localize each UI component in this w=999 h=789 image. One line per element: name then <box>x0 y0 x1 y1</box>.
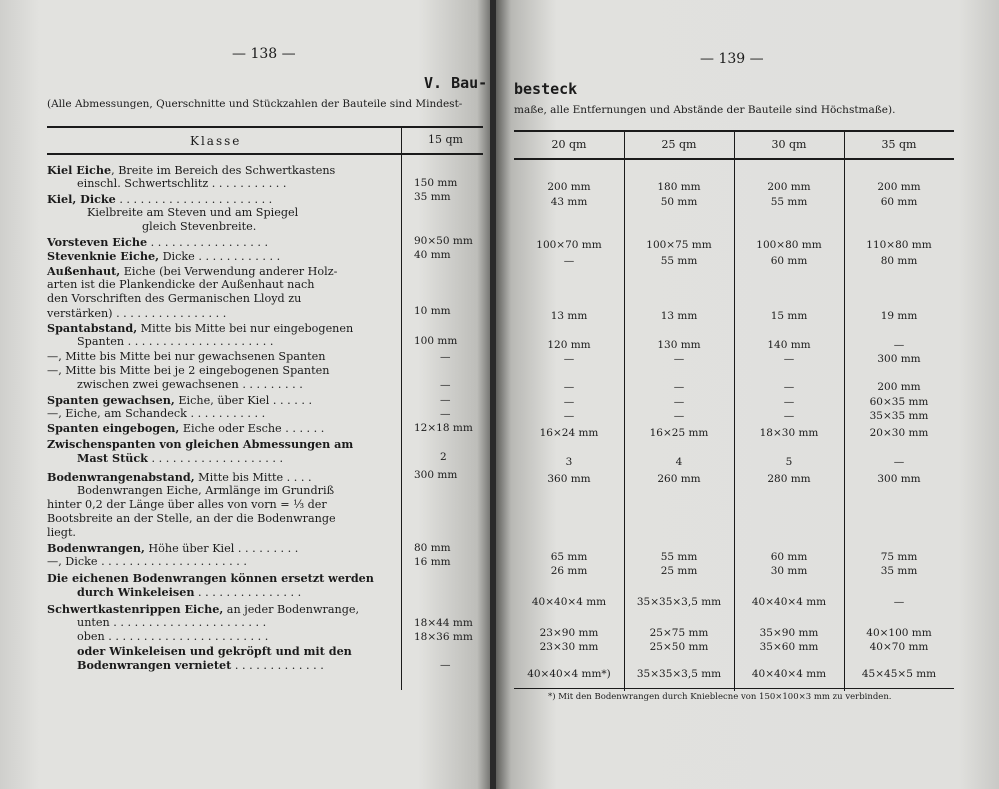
value-15qm: — <box>440 659 451 671</box>
description-row <box>77 585 301 600</box>
value-15qm: 18×44 mm <box>414 617 473 629</box>
table-cell: 4 <box>675 456 683 468</box>
table-cell: 55 mm <box>660 255 698 267</box>
table-cell: — <box>783 396 795 408</box>
row-heading: Die eichenen Bodenwrangen können ersetzt werden <box>47 571 374 585</box>
value-15qm: — <box>440 408 451 420</box>
table-cell: 110×80 mm <box>866 239 932 251</box>
row-text: Eiche (bei Verwendung anderer Holz- <box>120 265 338 278</box>
row-text: einschl. Schwertschlitz . . . . . . . . . . . <box>77 177 287 190</box>
table-cell: 3 <box>565 456 573 468</box>
value-15qm: — <box>440 351 451 363</box>
row-text: den Vorschriften des Germanischen Lloyd zu <box>47 292 302 305</box>
table-cell: — <box>673 396 685 408</box>
column-divider-left <box>401 127 402 690</box>
row-text: arten ist die Plankendicke der Außenhaut nach <box>47 278 315 291</box>
column-header: 20 qm <box>551 138 587 151</box>
table-cell: 200 mm <box>547 181 591 193</box>
row-text: Spanten . . . . . . . . . . . . . . . . . . . . . <box>77 335 274 348</box>
table-cell: — <box>673 353 685 365</box>
row-text: —, Mitte bis Mitte bei je 2 eingebogenen Spanten <box>47 364 330 377</box>
row-heading: Bodenwrangen, <box>47 541 145 555</box>
description-row <box>47 321 353 336</box>
row-heading: Kiel Eiche <box>47 163 112 177</box>
value-15qm: 150 mm <box>414 177 458 189</box>
table-cell: 40×40×4 mm <box>751 668 827 680</box>
table-cell: 20×30 mm <box>869 427 929 439</box>
table-cell: 300 mm <box>877 473 921 485</box>
row-heading: Bodenwrangenabstand, <box>47 470 195 484</box>
description-row <box>142 220 256 234</box>
column-header-15qm: 15 qm <box>428 133 463 146</box>
table-cell: 35×35×3,5 mm <box>636 668 722 680</box>
row-text: Eiche oder Esche . . . . . . <box>179 422 325 435</box>
page-number-right: — 139 — <box>700 51 764 67</box>
table-cell: 65 mm <box>550 551 588 563</box>
row-heading: oder Winkeleisen und gekröpft und mit den <box>77 644 352 658</box>
table-cell: 40×40×4 mm <box>531 596 607 608</box>
description-row <box>47 421 324 436</box>
column-header-class: Klasse <box>190 134 242 148</box>
description-row <box>47 602 359 617</box>
row-heading: Bodenwrangen vernietet <box>77 658 232 672</box>
description-row <box>47 437 353 452</box>
table-cell: 26 mm <box>550 565 588 577</box>
table-cell: 200 mm <box>877 381 921 393</box>
row-heading: Vorsteven Eiche <box>47 235 148 249</box>
table-cell: — <box>893 456 905 468</box>
value-15qm: 16 mm <box>414 556 451 568</box>
table-cell: 100×70 mm <box>536 239 602 251</box>
table-cell: 23×30 mm <box>539 641 599 653</box>
table-cell: 40×70 mm <box>869 641 929 653</box>
column-divider-3 <box>844 131 845 691</box>
row-text: . . . . . . . . . . . . . . . . . . . <box>147 452 284 465</box>
row-text: Mitte bis Mitte . . . . <box>194 471 312 484</box>
description-row <box>47 235 268 250</box>
table-cell: 55 mm <box>770 196 808 208</box>
row-text: Eiche, über Kiel . . . . . . <box>174 394 313 407</box>
right-page <box>496 0 999 789</box>
description-row <box>47 571 374 586</box>
row-text: . . . . . . . . . . . . . <box>231 659 324 672</box>
description-row <box>47 498 327 512</box>
description-row <box>77 644 352 659</box>
table-cell: 30 mm <box>770 565 808 577</box>
table-cell: 60 mm <box>880 196 918 208</box>
value-15qm: 100 mm <box>414 335 458 347</box>
table-cell: 300 mm <box>877 353 921 365</box>
column-divider-2 <box>734 131 735 691</box>
row-heading: Mast Stück <box>77 451 148 465</box>
table-cell: 16×24 mm <box>539 427 599 439</box>
table-cell: 35×60 mm <box>759 641 819 653</box>
table-cell: 45×45×5 mm <box>861 668 937 680</box>
description-row <box>47 541 298 556</box>
table-cell: 60 mm <box>770 551 808 563</box>
table-cell: — <box>563 410 575 422</box>
footnote: *) Mit den Bodenwrangen durch Knieblecne von 150×100×3 mm zu verbinden. <box>548 692 892 702</box>
table-cell: 75 mm <box>880 551 918 563</box>
row-text: , Breite im Bereich des Schwertkastens <box>111 164 336 177</box>
table-cell: 35 mm <box>880 565 918 577</box>
row-text: an jeder Bodenwrange, <box>223 603 360 616</box>
description-row <box>47 526 76 540</box>
description-row <box>47 163 335 178</box>
table-cell: 18×30 mm <box>759 427 819 439</box>
value-15qm: — <box>440 379 451 391</box>
table-cell: 35×35×3,5 mm <box>636 596 722 608</box>
table-cell: 130 mm <box>657 339 701 351</box>
row-text: . . . . . . . . . . . . . . . . . . . . . . <box>115 193 273 206</box>
row-heading: Stevenknie Eiche, <box>47 249 160 263</box>
table-cell: 19 mm <box>880 310 918 322</box>
table-header-rule-left <box>47 153 483 155</box>
row-text: zwischen zwei gewachsenen . . . . . . . . . <box>77 378 303 391</box>
description-row <box>47 512 336 526</box>
row-heading: Spantabstand, <box>47 321 138 335</box>
table-cell: — <box>673 410 685 422</box>
column-header: 25 qm <box>661 138 697 151</box>
table-cell: 16×25 mm <box>649 427 709 439</box>
row-text: Bootsbreite an der Stelle, an der die Bodenwrange <box>47 512 336 525</box>
description-row <box>47 264 337 279</box>
row-text: hinter 0,2 der Länge über alles von vorn = ⅓ der <box>47 498 327 511</box>
page-number-left: — 138 — <box>232 46 296 62</box>
description-row <box>47 292 301 306</box>
table-cell: — <box>673 381 685 393</box>
table-cell: 25×75 mm <box>649 627 709 639</box>
value-15qm: 80 mm <box>414 542 451 554</box>
value-15qm: 12×18 mm <box>414 422 473 434</box>
table-cell: 50 mm <box>660 196 698 208</box>
row-heading: Kiel, Dicke <box>47 192 116 206</box>
table-cell: 140 mm <box>767 339 811 351</box>
value-15qm: — <box>440 394 451 406</box>
value-15qm: 18×36 mm <box>414 631 473 643</box>
table-bottom-rule-right <box>514 688 954 689</box>
row-text: oben . . . . . . . . . . . . . . . . . . . . . . . <box>77 630 269 643</box>
description-row <box>47 249 280 264</box>
table-cell: — <box>563 353 575 365</box>
row-text: Bodenwrangen Eiche, Armlänge im Grundriß <box>77 484 335 497</box>
table-cell: 60×35 mm <box>869 396 929 408</box>
row-text: liegt. <box>47 526 76 539</box>
value-15qm: 35 mm <box>414 191 451 203</box>
table-cell: 25×50 mm <box>649 641 709 653</box>
value-15qm: 90×50 mm <box>414 235 473 247</box>
row-text: Höhe über Kiel . . . . . . . . . <box>144 542 299 555</box>
description-row <box>47 350 325 364</box>
column-header: 35 qm <box>881 138 917 151</box>
row-heading: Spanten eingebogen, <box>47 421 180 435</box>
table-cell: 80 mm <box>880 255 918 267</box>
row-text: . . . . . . . . . . . . . . . . . <box>147 236 269 249</box>
table-cell: 40×40×4 mm*) <box>527 668 611 680</box>
section-title-right: besteck <box>514 80 578 98</box>
table-top-rule-left <box>47 126 483 128</box>
description-row <box>47 555 247 569</box>
table-cell: 280 mm <box>767 473 811 485</box>
table-cell: 5 <box>785 456 793 468</box>
table-cell: — <box>893 596 905 608</box>
table-cell: 360 mm <box>547 473 591 485</box>
row-text: verstärken) . . . . . . . . . . . . . . . . <box>47 307 227 320</box>
left-page <box>0 0 492 789</box>
table-cell: 35×90 mm <box>759 627 819 639</box>
row-text: Mitte bis Mitte bei nur eingebogenen <box>137 322 354 335</box>
row-heading: Außenhaut, <box>47 264 121 278</box>
subtitle-right: maße, alle Entfernungen und Abstände der Bauteile sind Höchstmaße). <box>514 104 896 116</box>
table-cell: 15 mm <box>770 310 808 322</box>
description-row <box>77 177 286 191</box>
table-cell: — <box>783 353 795 365</box>
table-cell: 100×80 mm <box>756 239 822 251</box>
description-row <box>77 630 268 644</box>
table-cell: 40×40×4 mm <box>751 596 827 608</box>
description-row <box>77 484 334 498</box>
row-heading: Schwertkastenrippen Eiche, <box>47 602 224 616</box>
section-title-left: V. Bau- <box>424 74 488 92</box>
description-row <box>77 451 283 466</box>
table-cell: 13 mm <box>550 310 588 322</box>
table-cell: 35×35 mm <box>869 410 929 422</box>
description-row <box>87 206 298 220</box>
description-row <box>47 364 329 378</box>
table-cell: 40×100 mm <box>866 627 932 639</box>
table-cell: 13 mm <box>660 310 698 322</box>
table-cell: — <box>563 381 575 393</box>
column-header: 30 qm <box>771 138 807 151</box>
description-row <box>77 658 324 673</box>
row-text: Kielbreite am Steven und am Spiegel <box>87 206 299 219</box>
table-cell: 43 mm <box>550 196 588 208</box>
table-cell: — <box>563 255 575 267</box>
table-cell: — <box>893 339 905 351</box>
table-cell: 100×75 mm <box>646 239 712 251</box>
value-15qm: 2 <box>440 451 447 463</box>
table-cell: — <box>563 396 575 408</box>
table-cell: — <box>783 410 795 422</box>
value-15qm: 10 mm <box>414 305 451 317</box>
description-row <box>47 192 272 207</box>
value-15qm: 40 mm <box>414 249 451 261</box>
description-row <box>47 278 314 292</box>
description-row <box>77 616 266 630</box>
row-heading: durch Winkeleisen <box>77 585 195 599</box>
table-cell: 55 mm <box>660 551 698 563</box>
description-row <box>77 378 303 392</box>
table-cell: 260 mm <box>657 473 701 485</box>
description-row <box>47 393 312 408</box>
row-text: unten . . . . . . . . . . . . . . . . . . . . . . <box>77 616 267 629</box>
table-cell: 180 mm <box>657 181 701 193</box>
table-cell: 60 mm <box>770 255 808 267</box>
description-row <box>47 470 312 485</box>
description-row <box>47 407 265 421</box>
row-text: —, Dicke . . . . . . . . . . . . . . . . . . . . . <box>47 555 247 568</box>
subtitle-left: (Alle Abmessungen, Querschnitte und Stückzahlen der Bauteile sind Mindest- <box>47 98 463 110</box>
table-cell: 23×90 mm <box>539 627 599 639</box>
description-row <box>77 335 273 349</box>
row-heading: Zwischenspanten von gleichen Abmessungen am <box>47 437 354 451</box>
table-cell: 200 mm <box>767 181 811 193</box>
value-15qm: 300 mm <box>414 469 458 481</box>
row-text: . . . . . . . . . . . . . . . <box>194 586 302 599</box>
row-text: —, Eiche, am Schandeck . . . . . . . . . . . <box>47 407 266 420</box>
row-heading: Spanten gewachsen, <box>47 393 175 407</box>
description-row <box>47 307 226 321</box>
table-cell: — <box>783 381 795 393</box>
column-divider-1 <box>624 131 625 691</box>
table-cell: 200 mm <box>877 181 921 193</box>
table-cell: 25 mm <box>660 565 698 577</box>
table-cell: 120 mm <box>547 339 591 351</box>
row-text: Dicke . . . . . . . . . . . . <box>159 250 281 263</box>
row-text: —, Mitte bis Mitte bei nur gewachsenen Spanten <box>47 350 326 363</box>
row-text: gleich Stevenbreite. <box>142 220 257 233</box>
